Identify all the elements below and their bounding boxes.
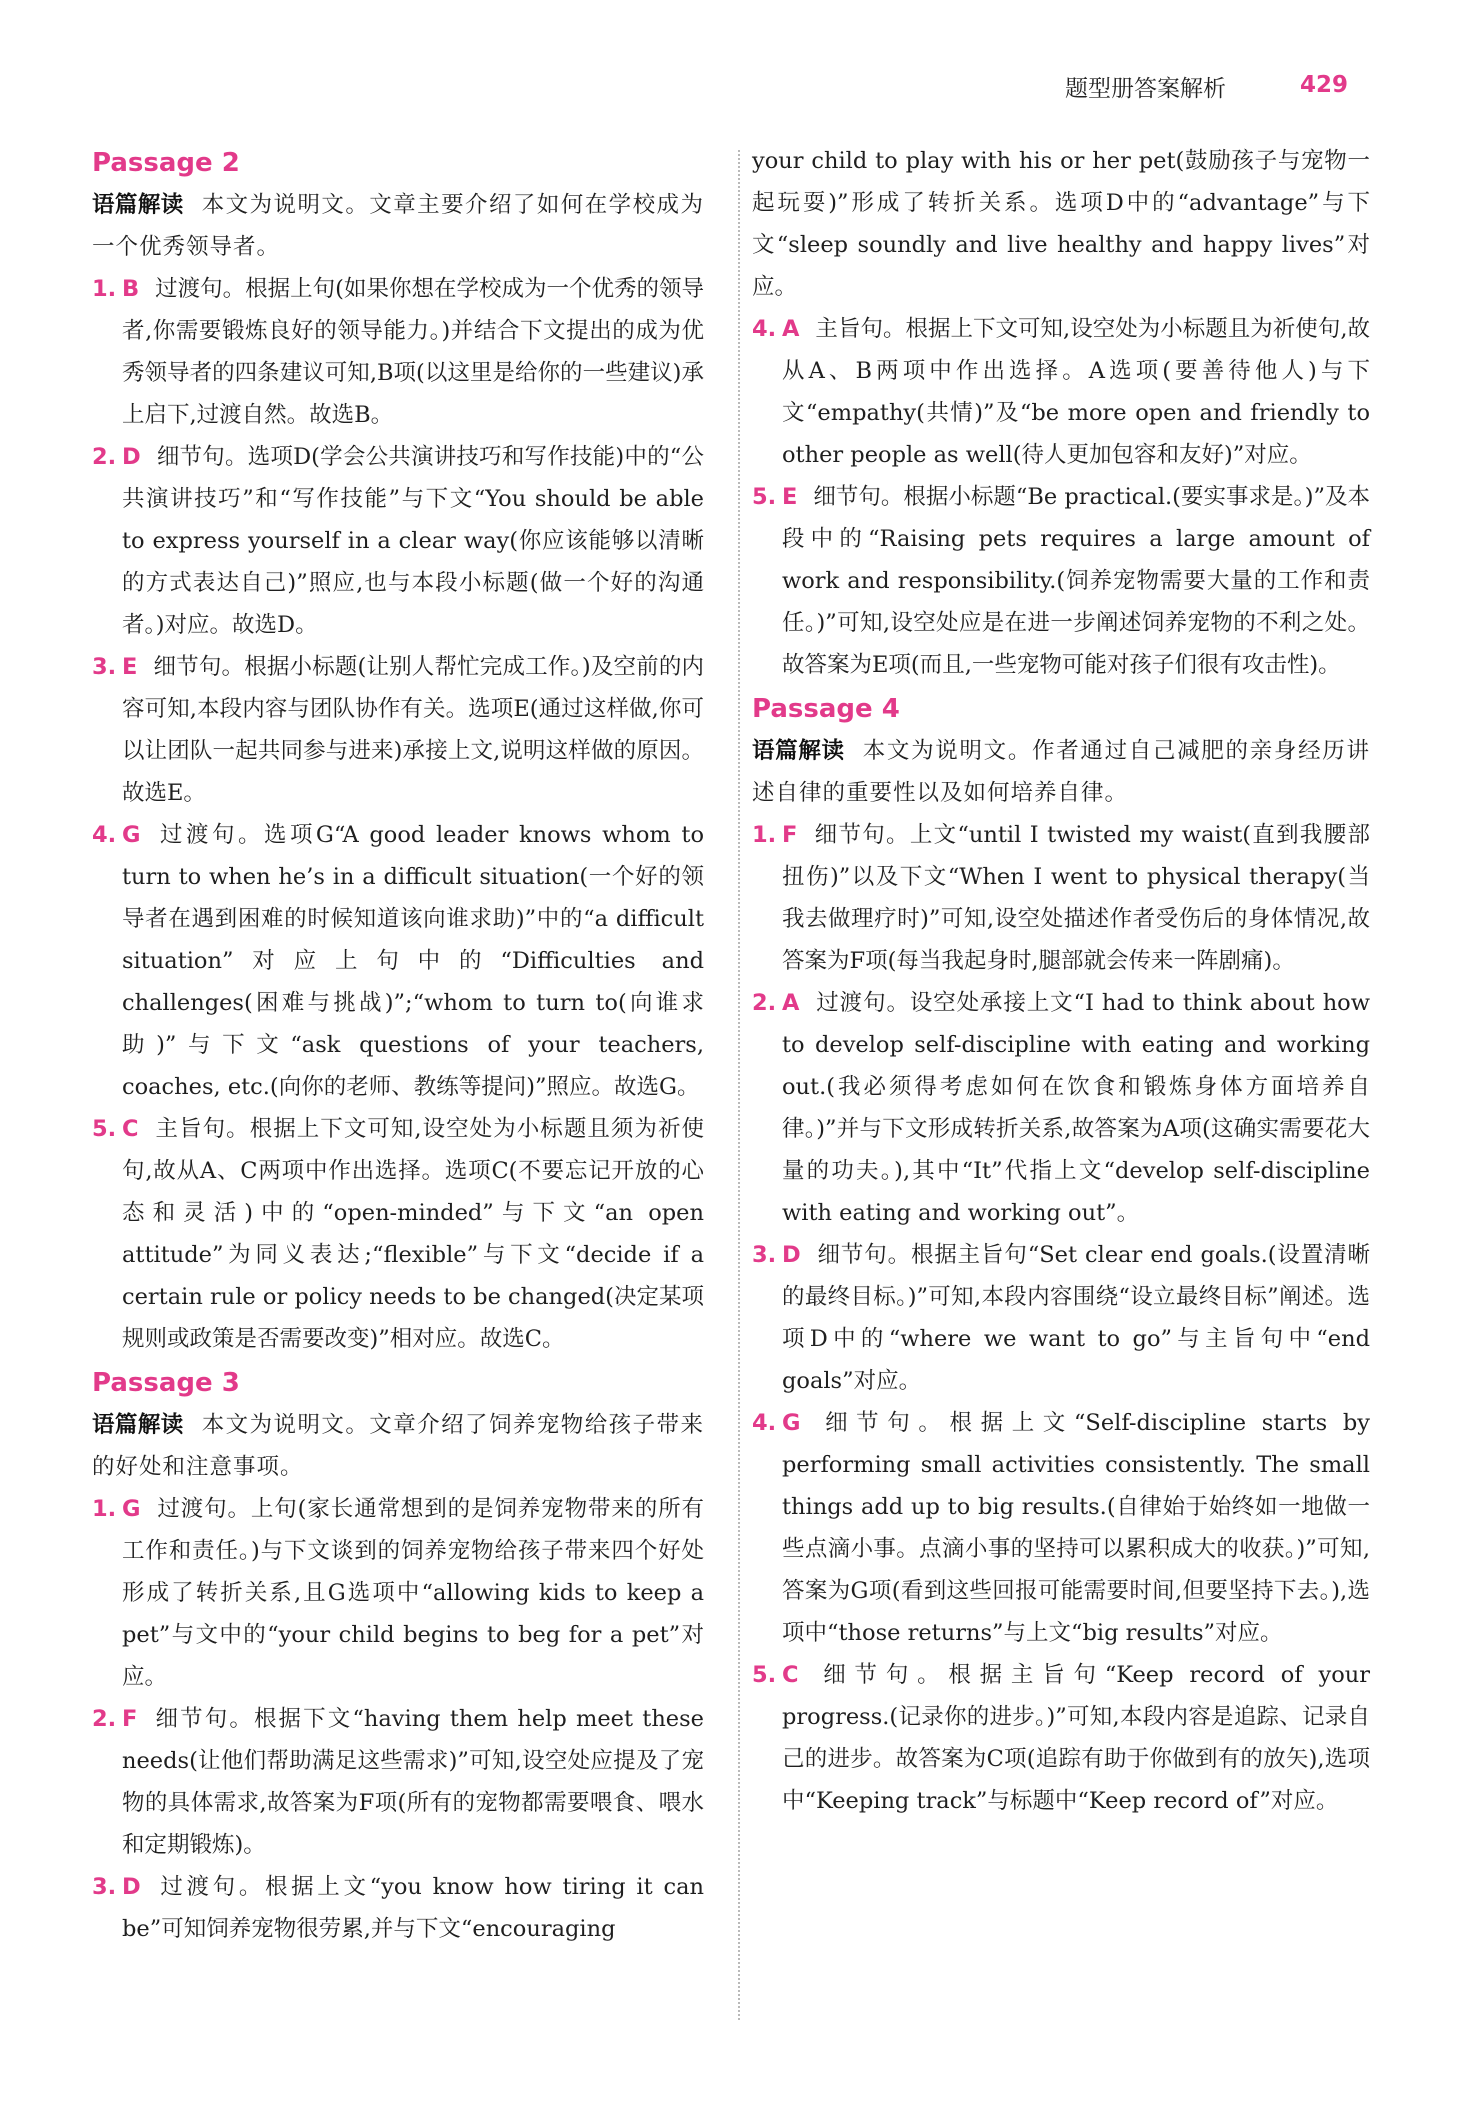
item-explanation: 细节句。上文“until I twisted my waist(直到我腰部扭伤)”以及下文“When I went to physical therapy(当我去做理疗时)”可知,设空处描述作者受伤后的身体情况,故答案为F项(每当我起身时,腿部就会传来一阵剧痛)。: [782, 822, 1370, 974]
item-explanation: 细节句。根据下文“having them help meet these needs(让他们帮助满足这些需求)”可知,设空处应提及了宠物的具体需求,故答案为F项(所有的宠物都需要喂食、喂水和定期锻炼)。: [122, 1706, 704, 1858]
passage-4-heading: Passage 4: [752, 694, 900, 724]
item-number: 2.: [752, 990, 777, 1016]
passage-2-item-2: [92, 436, 704, 646]
item-answer: D: [782, 1242, 801, 1268]
passage-4-item-3: [752, 1234, 1370, 1402]
intro-text: 本文为说明文。文章介绍了饲养宠物给孩子带来的好处和注意事项。: [92, 1412, 704, 1480]
item-answer: C: [782, 1662, 799, 1688]
item-number: 4.: [752, 1410, 777, 1436]
passage-4-item-1: [752, 814, 1370, 982]
passage-2-item-4: [92, 814, 704, 1108]
passage-2-heading: Passage 2: [92, 148, 240, 178]
page-number: 429: [1300, 72, 1349, 98]
item-answer: E: [782, 484, 798, 510]
item-explanation: 细节句。根据小标题(让别人帮忙完成工作。)及空前的内容可知,本段内容与团队协作有关。选项E(通过这样做,你可以让团队一起共同参与进来)承接上文,说明这样做的原因。故选E。: [122, 654, 704, 806]
item-number: 5.: [752, 484, 777, 510]
item-explanation: 过渡句。选项G“A good leader knows whom to turn to when he’s in a difficult situation(一个好的领导者在遇到困难的时候知道该向谁求助)”中的“a difficult situation”对应上句中的“Difficulties and challenges(困难与挑战)”;“whom to turn to(向谁求助)”与下文“ask questions of your teachers, coaches, etc.(向你的老师、教练等提问)”照应。故选G。: [122, 822, 704, 1100]
column-divider: [738, 150, 740, 2020]
passage-4-item-2: [752, 982, 1370, 1234]
item-explanation: 过渡句。设空处承接上文“I had to think about how to develop self-discipline with eating and working out.(我必须得考虑如何在饮食和锻炼身体方面培养自律。)”并与下文形成转折关系,故答案为A项(这确实需要花大量的功夫。),其中“It”代指上文“develop self-discipline with eating and working out”。: [782, 990, 1370, 1226]
item-answer: A: [782, 316, 800, 342]
item-answer: F: [782, 822, 798, 848]
left-column: [92, 140, 704, 1950]
item-number: 4.: [92, 822, 117, 848]
passage-4-item-4: [752, 1402, 1370, 1654]
item-number: 2.: [92, 444, 117, 470]
item-explanation: 细节句。根据主旨句“Set clear end goals.(设置清晰的最终目标。)”可知,本段内容围绕“设立最终目标”阐述。选项D中的“where we want to go”与主旨句中“end goals”对应。: [782, 1242, 1370, 1394]
passage-2-item-5: [92, 1108, 704, 1360]
item-number: 5.: [752, 1662, 777, 1688]
item-explanation: 细节句。根据小标题“Be practical.(要实事求是。)”及本段中的“Raising pets requires a large amount of work and responsibility.(饲养宠物需要大量的工作和责任。)”可知,设空处应是在进一步阐述饲养宠物的不利之处。故答案为E项(而且,一些宠物可能对孩子们很有攻击性)。: [782, 484, 1370, 678]
item-explanation: 细节句。根据主旨句“Keep record of your progress.(记录你的进步。)”可知,本段内容是追踪、记录自己的进步。故答案为C项(追踪有助于你做到有的放矢),选项中“Keeping track”与标题中“Keep record of”对应。: [782, 1662, 1370, 1814]
passage-2-item-3: [92, 646, 704, 814]
passage-3-item-3-continued: your child to play with his or her pet(鼓励孩子与宠物一起玩耍)”形成了转折关系。选项D中的“advantage”与下文“sleep soundly and live healthy and happy lives”对应。: [752, 148, 1370, 300]
item-answer: C: [122, 1116, 139, 1142]
passage-4-item-5: [752, 1654, 1370, 1822]
passage-3-item-5: [752, 476, 1370, 686]
passage-3-item-2: [92, 1698, 704, 1866]
intro-text: 本文为说明文。文章主要介绍了如何在学校成为一个优秀领导者。: [92, 192, 704, 260]
page-header: [0, 0, 1468, 110]
item-answer: E: [122, 654, 138, 680]
item-answer: G: [122, 1496, 141, 1522]
passage-2-item-1: [92, 268, 704, 436]
item-number: 3.: [92, 654, 117, 680]
intro-label: 语篇解读: [92, 1412, 184, 1438]
right-column: [752, 140, 1370, 1822]
intro-text: 本文为说明文。作者通过自己减肥的亲身经历讲述自律的重要性以及如何培养自律。: [752, 738, 1370, 806]
item-answer: B: [122, 276, 140, 302]
passage-3-intro: [92, 1404, 704, 1488]
item-number: 1.: [92, 276, 117, 302]
passage-4-intro: [752, 730, 1370, 814]
item-explanation: 过渡句。根据上句(如果你想在学校成为一个优秀的领导者,你需要锻炼良好的领导能力。)并结合下文提出的成为优秀领导者的四条建议可知,B项(以这里是给你的一些建议)承上启下,过渡自然。故选B。: [122, 276, 704, 428]
item-explanation: 主旨句。根据上下文可知,设空处为小标题且须为祈使句,故从A、C两项中作出选择。选项C(不要忘记开放的心态和灵活)中的“open-minded”与下文“an open attitude”为同义表达;“flexible”与下文“decide if a certain rule or policy needs to be changed(决定某项规则或政策是否需要改变)”相对应。故选C。: [122, 1116, 704, 1352]
item-answer: F: [122, 1706, 138, 1732]
intro-label: 语篇解读: [752, 738, 845, 764]
item-answer: G: [122, 822, 141, 848]
item-number: 5.: [92, 1116, 117, 1142]
item-answer: A: [782, 990, 800, 1016]
item-explanation: 过渡句。上句(家长通常想到的是饲养宠物带来的所有工作和责任。)与下文谈到的饲养宠物给孩子带来四个好处形成了转折关系,且G选项中“allowing kids to keep a pet”与文中的“your child begins to beg for a pet”对应。: [122, 1496, 704, 1690]
item-explanation: 主旨句。根据上下文可知,设空处为小标题且为祈使句,故从A、B两项中作出选择。A选项(要善待他人)与下文“empathy(共情)”及“be more open and friendly to other people as well(待人更加包容和友好)”对应。: [782, 316, 1370, 468]
item-number: 2.: [92, 1706, 117, 1732]
passage-3-heading: Passage 3: [92, 1368, 240, 1398]
intro-label: 语篇解读: [92, 192, 184, 218]
item-number: 3.: [92, 1874, 117, 1900]
item-number: 3.: [752, 1242, 777, 1268]
item-explanation: 细节句。根据上文“Self-discipline starts by performing small activities consistently. The small things add up to big results.(自律始于始终如一地做一些点滴小事。点滴小事的坚持可以累积成大的收获。)”可知,答案为G项(看到这些回报可能需要时间,但要坚持下去。),选项中“those returns”与上文“big results”对应。: [782, 1410, 1370, 1646]
item-explanation: 细节句。选项D(学会公共演讲技巧和写作技能)中的“公共演讲技巧”和“写作技能”与下文“You should be able to express yourself in a clear way(你应该能够以清晰的方式表达自己)”照应,也与本段小标题(做一个好的沟通者。)对应。故选D。: [122, 444, 704, 638]
header-title: 题型册答案解析: [1065, 76, 1226, 102]
passage-2-intro: [92, 184, 704, 268]
item-answer: G: [782, 1410, 801, 1436]
item-answer: D: [122, 444, 141, 470]
passage-3-item-3: [92, 1866, 704, 1950]
item-explanation: 过渡句。根据上文“you know how tiring it can be”可知饲养宠物很劳累,并与下文“encouraging: [122, 1874, 704, 1942]
item-number: 1.: [752, 822, 777, 848]
item-number: 1.: [92, 1496, 117, 1522]
passage-3-item-1: [92, 1488, 704, 1698]
item-number: 4.: [752, 316, 777, 342]
passage-3-item-4: [752, 308, 1370, 476]
item-answer: D: [122, 1874, 141, 1900]
